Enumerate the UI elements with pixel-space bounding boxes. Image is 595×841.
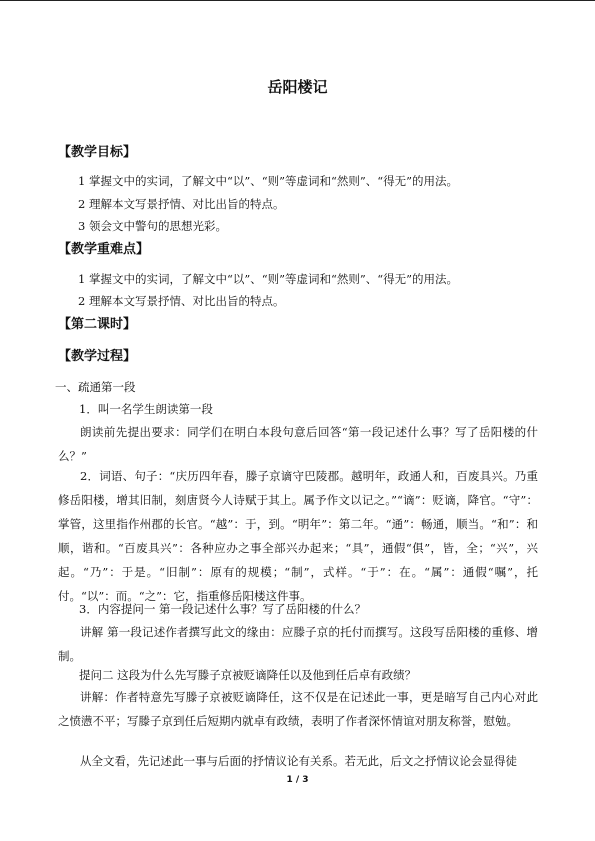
- document-title: 岳阳楼记: [267, 78, 328, 96]
- paragraph-reading-requirement: 朗读前先提出要求：同学们在明白本段句意后回答“第一段记述什么事？写了岳阳楼的什么？”: [58, 425, 538, 463]
- goal-item-3: 3 领会文中警句的思想光彩。: [78, 219, 227, 233]
- key-point-item-2: 2 理解本文写景抒情、对比出旨的特点。: [78, 294, 285, 308]
- heading-second-period: 【第二课时】: [58, 317, 137, 332]
- goal-item-1: 1 掌握文中的实词，了解文中“以”、“则”等虚词和“然则”、“得无”的用法。: [78, 174, 459, 188]
- goal-item-2: 2 理解本文写景抒情、对比出旨的特点。: [78, 197, 285, 211]
- paragraph-overview: 从全文看，先记述此一事与后面的抒情议论有关系。若无此，后文之抒情议论会显得徒: [80, 754, 517, 768]
- paragraph-explanation-2: 讲解：作者特意先写滕子京被贬谪降任，这不仅是在记述此一事，更是暗写自己内心对此之愤懑不平；写滕子京到任后短期内就卓有政绩，表明了作者深怀情谊对朋友称誉，慰勉。: [58, 690, 538, 728]
- key-point-item-1: 1 掌握文中的实词，了解文中“以”、“则”等虚词和“然则”、“得无”的用法。: [78, 272, 459, 286]
- paragraph-vocabulary: 2．词语、句子：“庆历四年春，滕子京谪守巴陵郡。越明年，政通人和，百废具兴。乃重修岳阳楼，增其旧制，刻唐贤今人诗赋于其上。属予作文以记之。”“谪”：贬谪，降官。“守”：掌管，这里指作州郡的长官。“越”：于，到。“明年”：第二年。“通”：畅通，顺当。“和”：和顺，谐和。“百废具兴”：各种应办之事全部兴办起来；“具”，通假“俱”，皆，全；“兴”，兴起。“乃”：于是。“旧制”：原有的规模；“制”，式样。“于”：在。“属”：通假“嘱”，托付。“以”：而。“之”：它，指重修岳阳楼这件事。: [58, 469, 538, 603]
- process-step-3: 3．内容提问一 第一段记述什么事？写了岳阳楼的什么？: [79, 602, 366, 616]
- question-2: 提问二 这段为什么先写滕子京被贬谪降任以及他到任后卓有政绩？: [79, 668, 417, 682]
- heading-key-points: 【教学重难点】: [58, 242, 150, 257]
- page-number: 1 / 3: [286, 775, 309, 785]
- heading-teaching-process: 【教学过程】: [58, 349, 137, 364]
- process-part-1: 一、疏通第一段: [55, 380, 136, 394]
- heading-teaching-goals: 【教学目标】: [58, 145, 137, 160]
- top-rule: [0, 0, 595, 1]
- process-step-1: 1．叫一名学生朗读第一段: [79, 402, 213, 416]
- paragraph-explanation-1: 讲解 第一段记述作者撰写此文的缘由：应滕子京的托付而撰写。这段写岳阳楼的重修、增制。: [58, 625, 538, 663]
